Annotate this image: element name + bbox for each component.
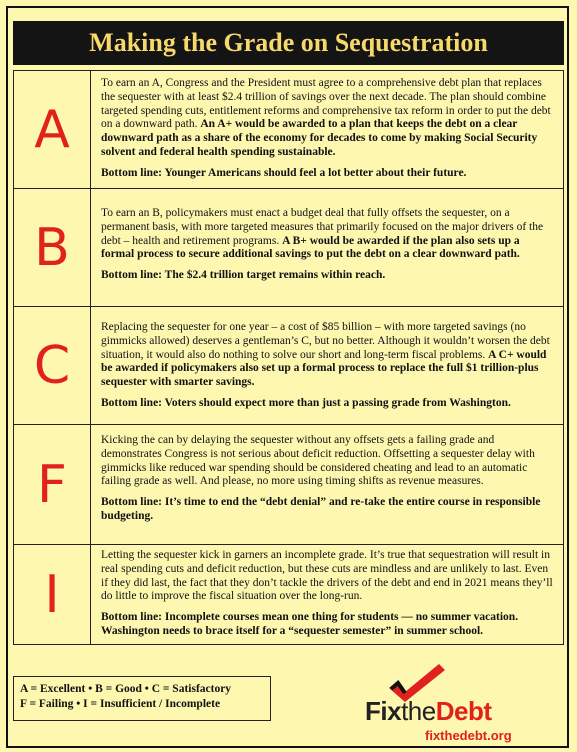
grade-body: Letting the sequester kick in garners an incomplete grade. It’s true that sequestration will result in real spending cuts and deficit reduction, but these cuts are mindless and are unlikely to last. Even if they did last, the fact that they don’t tackle the drivers of the debt and end in 2021 means they’ll do little to improve the fiscal situation over the long-run. xyxy=(101,549,553,603)
grade-description xyxy=(101,549,553,646)
grade-row-f xyxy=(14,425,563,545)
bottom-line: Bottom line: Younger Americans should feel a lot better about their future. xyxy=(101,166,467,179)
grade-letter-cell xyxy=(14,545,91,644)
logo-word-the: the xyxy=(401,696,436,726)
grade-body: Replacing the sequester for one year – a cost of $85 billion – with more targeted savings (no gimmicks allowed) deserves a gentleman’s C, but no better. Although it wouldn’t worsen the debt situation, it would also do nothing to solve our short and long-term fiscal problems. xyxy=(101,321,550,361)
grade-body: Kicking the can by delaying the sequester without any offsets gets a failing grade and demonstrates Congress is not serious about deficit reduction. Offsetting a sequester delay with gimmicks like reduced war spending should be considered cheating and lead to an automatic failing grade as well. And please, no more using timing shifts as revenue measures. xyxy=(101,434,535,488)
grade-bonus-text: A C+ would be awarded if policymakers also set up a formal process to replace the full $1 trillion-plus sequester with smarter savings. xyxy=(101,348,547,389)
grade-bonus-text: A B+ would be awarded if the plan also sets up a formal process to secure additional savings to put the debt on a clear downward path. xyxy=(101,234,520,261)
grade-table xyxy=(13,70,564,645)
grade-letter: A xyxy=(34,99,70,160)
grade-description xyxy=(101,207,553,290)
grade-description xyxy=(101,77,553,188)
bottom-line: Bottom line: It’s time to end the “debt denial” and re-take the entire course in responsible budgeting. xyxy=(101,496,541,522)
fix-the-debt-logo xyxy=(365,662,545,742)
logo-url[interactable]: fixthedebt.org xyxy=(425,728,512,743)
grade-letter: I xyxy=(44,564,60,625)
grade-letter: B xyxy=(34,217,70,278)
grade-row-c xyxy=(14,307,563,425)
grade-legend xyxy=(13,676,271,721)
grade-letter-cell xyxy=(14,307,91,424)
grade-row-b xyxy=(14,189,563,307)
grade-letter-cell xyxy=(14,425,91,544)
grade-letter: C xyxy=(33,335,71,396)
bottom-line: Bottom line: Voters should expect more than just a passing grade from Washington. xyxy=(101,396,511,409)
title-text: Making the Grade on Sequestration xyxy=(89,28,488,57)
grade-bonus-text: An A+ would be awarded to a plan that keeps the debt on a clear downward path as a share of the economy for decades to come by making Social Security solvent and federal health spending sustainable. xyxy=(101,118,538,158)
bottom-line: Bottom line: The $2.4 trillion target remains within reach. xyxy=(101,269,386,282)
grade-body: To earn an A, Congress and the President must agree to a comprehensive debt plan that replaces the sequester with at least $2.4 trillion of savings over the next decade. The plan should combine targeted spending cuts, entitlement reforms and comprehensive tax reform in order to put the debt on a downward path. xyxy=(101,77,551,131)
grade-letter: F xyxy=(37,454,67,515)
grade-letter-cell xyxy=(14,71,91,188)
grade-description xyxy=(101,434,553,531)
grade-letter-cell xyxy=(14,189,91,306)
grade-body: To earn an B, policymakers must enact a budget deal that fully offsets the sequester, on a permanent basis, with more targeted measures that primarily focused on the major drivers of the debt – health and retirement programs. xyxy=(101,207,544,247)
logo-word-fix: Fix xyxy=(365,696,402,726)
bottom-line: Bottom line: Incomplete courses mean one thing for students — no summer vacation. Washington needs to brace itself for a “sequester semester” in summer school. xyxy=(101,611,519,637)
logo-word-debt: Debt xyxy=(435,696,492,726)
logo-wordmark xyxy=(365,696,492,727)
legend-line-1: A = Excellent • B = Good • C = Satisfactory xyxy=(20,683,232,695)
grade-row-a xyxy=(14,71,563,189)
page-title xyxy=(13,21,564,65)
grade-description xyxy=(101,321,553,418)
legend-line-2: F = Failing • I = Insufficient / Incomplete xyxy=(20,698,221,710)
grade-row-i xyxy=(14,545,563,644)
